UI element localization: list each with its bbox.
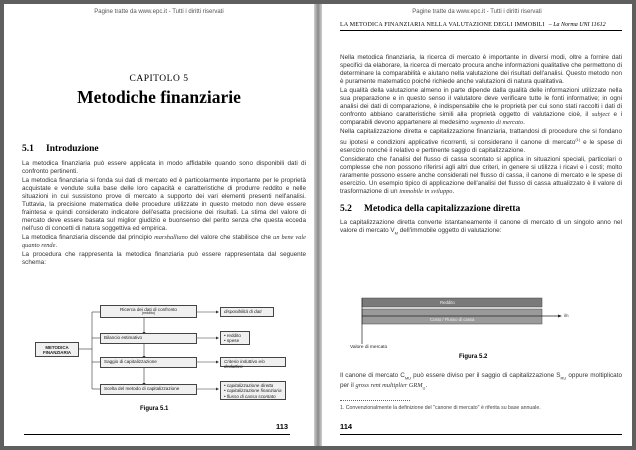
- page-left: [4, 4, 314, 446]
- book-gutter: [314, 4, 322, 446]
- running-head: LA METODICA FINANZIARIA NELLA VALUTAZIONE DEGLI IMMOBILI – La Norma UNI 11612: [340, 22, 622, 31]
- paragraph: La qualità della valutazione almeno in parte dipende dalla qualità delle informazioni utilizzate nella sua preparazione e in questo senso il valutatore deve verificare tutte le fonti informative; in ogni analisi dei dati di comparazione, è indispensabile che le proprietà per cui sono stati raccolti i dati di confronto abbiano caratteristiche simili alla proprietà oggetto di valutazione cioè, il subject e i comparabili devono appartenere al medesimo segmento di mercato.: [340, 87, 623, 126]
- paragraph: Considerato che l'analisi del flusso di cassa scontato si applica in situazioni speciali, particolari o complesse che non possono riferirsi agli altri due criteri, in genere si utilizza i ricavi e i costi; molto raramente possono essere anche considerati nel flusso di cassa, il canone di mercato e le spese di esercizio. Un esempio tipico di applicazione dell'analisi del flusso di cassa attualizzato è il valore di trasformazione di un immobile in sviluppo.: [340, 156, 622, 196]
- page-rule: [340, 434, 622, 435]
- diagram-box-data-research: Ricerca dei dati di confronto (reddito): [100, 305, 197, 318]
- paragraph: Nella metodica finanziaria, la ricerca di mercato è importante in diversi modi, oltre a fornire dati specifici da elaborare, la ricerca di mercato procura anche informazioni qualitative che permettono di determinare la comparabilità e aiutano nella valutazione dei risultati dell'analisi. Questo metodo non è puramente matematico poiché richiede anche valutazioni di natura qualitativa.: [340, 54, 622, 85]
- diagram-output-methods: • capitalizzazione diretta • capitalizzazione finanziaria • flusso di cassa scontato: [220, 381, 286, 400]
- diagram-output-data: disponibilità di dati: [220, 307, 274, 317]
- market-value-label: Valore di mercato: [350, 345, 388, 350]
- figure-caption: Figura 5.1: [140, 406, 169, 412]
- section-number: 5.1: [22, 144, 34, 154]
- paragraph: La metodica finanziaria si fonda sui dati di mercato ed è particolarmente importante per le proprietà acquistate e vendute sulla base delle loro capacità e caratteristiche di produrre reddito e nelle situazioni in cui sussistono prove di mercato a supporto dei vari elementi presenti nell'analisi. Tuttavia, la precisione matematica delle procedure utilizzate in questo metodo non deve essere fraintesa e quindi considerato indicatore dell'esatta precisione dei risultati. La stima del valore di mercato deve essere basata sul miglior giudizio e buonsenso del perito senza che questa ecceda nell'uso di concetti di natura soggettiva ed empirica.: [22, 177, 306, 232]
- diagram-connectors: [4, 4, 314, 446]
- section-title: Metodica della capitalizzazione diretta: [364, 204, 521, 215]
- paragraph: La procedura che rappresenta la metodica finanziaria può essere rappresentata dal seguente schema:: [22, 251, 306, 267]
- paragraph: La metodica finanziaria discende dal principio marshalliano del valore che stabilisce che un bene vale quanto rende.: [22, 234, 306, 250]
- paragraph: La capitalizzazione diretta converte istantaneamente il canone di mercato di un singolo anno nel valore di mercato $V_M$ dell'immobile oggetto di valutazione:: [340, 219, 622, 236]
- bar-label-top: Reddito: [440, 300, 455, 305]
- diagram-root-box: METODICA FINANZIARIA: [35, 342, 79, 357]
- page-right: [322, 4, 632, 446]
- chapter-title: Metodiche finanziarie: [77, 87, 241, 107]
- right-column-bottom: [340, 372, 622, 394]
- footnote: 1. Convenzionalmente la definizione del "canone di mercato" è riferita su base annuale.: [340, 405, 541, 411]
- diagram-box-budget: Bilancio estimativo: [100, 333, 197, 344]
- page-header-text: Pagine tratte da www.epc.it - Tutti i diritti riservati: [412, 9, 542, 15]
- chapter-label: CAPITOLO 5: [129, 74, 189, 84]
- paragraph: Il canone di mercato $C_{MU}$ può essere diviso per il saggio di capitalizzazione $S_{RU}$ oppure moltiplicato per il gross rent multiplier $GRM_U$.: [340, 372, 622, 391]
- page-header-text: Pagine tratte da www.epc.it - Tutti i diritti riservati: [94, 9, 224, 15]
- figure-5-1: [4, 4, 314, 446]
- page-number: 113: [276, 422, 289, 431]
- axis-end-label: i/n: [564, 313, 569, 318]
- diagram-output-criterion: Criterio induttivo e/o deduttivo: [220, 357, 286, 367]
- footnote-rule: [340, 400, 410, 401]
- page-number: 114: [340, 422, 353, 431]
- diagram-box-method-choice: Scelta del metodo di capitalizzazione: [100, 384, 197, 395]
- section-title: Introduzione: [46, 144, 99, 154]
- page-rule: [24, 434, 290, 435]
- bar-label-bottom: Costo / Flusso di cassa: [430, 317, 475, 322]
- figure-caption: Figura 5.2: [459, 354, 488, 360]
- diagram-output-budget: • reddito • spese: [220, 331, 250, 345]
- paragraph: Nella capitalizzazione diretta e capitalizzazione finanziaria, trattandosi di procedure che si fondano su ipotesi e condizioni applicative ricorrenti, si considerano il canone di mercato$^{(1)}$ e le spese di esercizio nonché il relativo e pertinente saggio di capitalizzazione.: [340, 128, 622, 155]
- diagram-box-cap-rate: Saggio di capitalizzazione: [100, 357, 197, 368]
- section-number: 5.2: [340, 204, 352, 215]
- paragraph: La metodica finanziaria può essere applicata in modo affidabile quando sono disponibili dati di confronto pertinenti.: [22, 160, 306, 175]
